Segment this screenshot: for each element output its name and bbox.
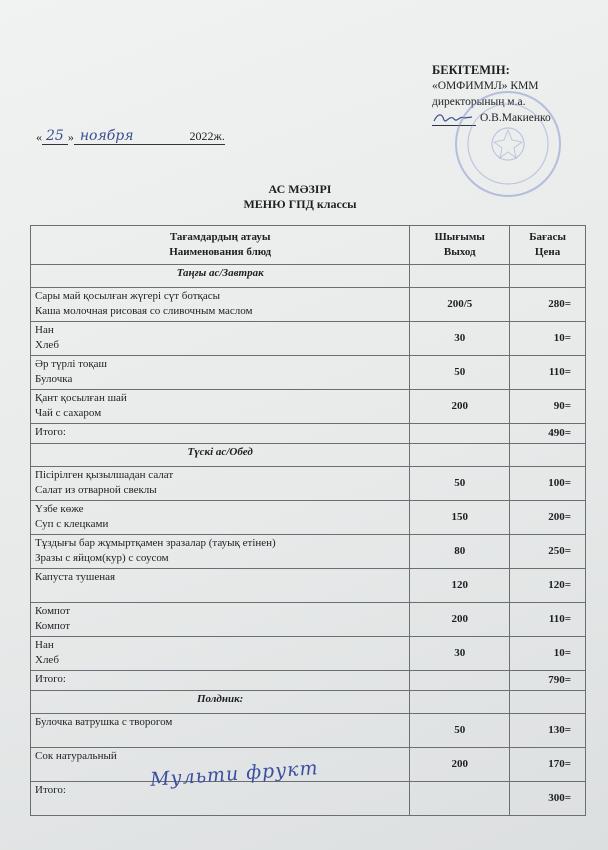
section-row-breakfast [31,265,586,288]
official-stamp-icon [452,88,564,200]
title-kz: АС МӘЗІРІ [268,182,332,196]
approver-name: О.В.Макиенко [480,112,551,124]
date-year: 2022ж. [160,129,225,145]
approval-organization: «ОМФИММЛ» КММ [432,80,539,92]
table-row: Пісірілген қызылшадан салат Салат из отварной свеклы 50 100= [31,467,586,501]
total-row-breakfast: Итого: 490= [31,424,586,444]
section-title: Таңғы ас/Завтрак [31,265,410,288]
date-month: ноября [74,128,160,145]
total-row-snack: Итого: 300= [31,782,586,816]
table-row: Әр түрлі тоқаш Булочка 50 110= [31,356,586,390]
table-row: Үзбе көже Суп с клецками 150 200= [31,501,586,535]
section-row-lunch [31,444,586,467]
header-dish-name: Тағамдардың атауы Наименования блюд [31,226,410,265]
menu-table [30,225,586,816]
header-output: Шығымы Выход [410,226,510,265]
document-title [150,182,450,212]
table-row: Сары май қосылған жүгері сүт ботқасы Каша молочная рисовая со сливочным маслом 200/5 280= [31,288,586,322]
document-date: « 25 » ноября 2022ж. [36,128,225,144]
table-row: Сок натуральный 200 170= [31,748,586,782]
table-row: Нан Хлеб 30 10= [31,322,586,356]
section-title: Түскі ас/Обед [31,444,410,467]
table-row: Тұздығы бар жұмыртқамен зразалар (тауық етінен) Зразы с яйцом(кур) с соусом 80 250= [31,535,586,569]
header-price: Бағасы Цена [510,226,586,265]
section-row-snack [31,691,586,714]
handwritten-note: Мульти фрукт [149,757,320,791]
table-row: Нан Хлеб 30 10= [31,637,586,671]
approval-position: директорының м.а. [432,96,526,108]
total-row-lunch: Итого: 790= [31,671,586,691]
title-ru: МЕНЮ ГПД классы [243,197,357,211]
table-row: Капуста тушеная 120 120= [31,569,586,603]
table-row: Компот Компот 200 110= [31,603,586,637]
table-row: Қант қосылған шай Чай с сахаром 200 90= [31,390,586,424]
approval-heading: БЕКІТЕМІН: [432,63,510,77]
date-day: 25 [42,128,68,145]
section-title: Полдник: [31,691,410,714]
table-header-row [31,226,586,265]
table-row: Булочка ватрушка с творогом 50 130= [31,714,586,748]
